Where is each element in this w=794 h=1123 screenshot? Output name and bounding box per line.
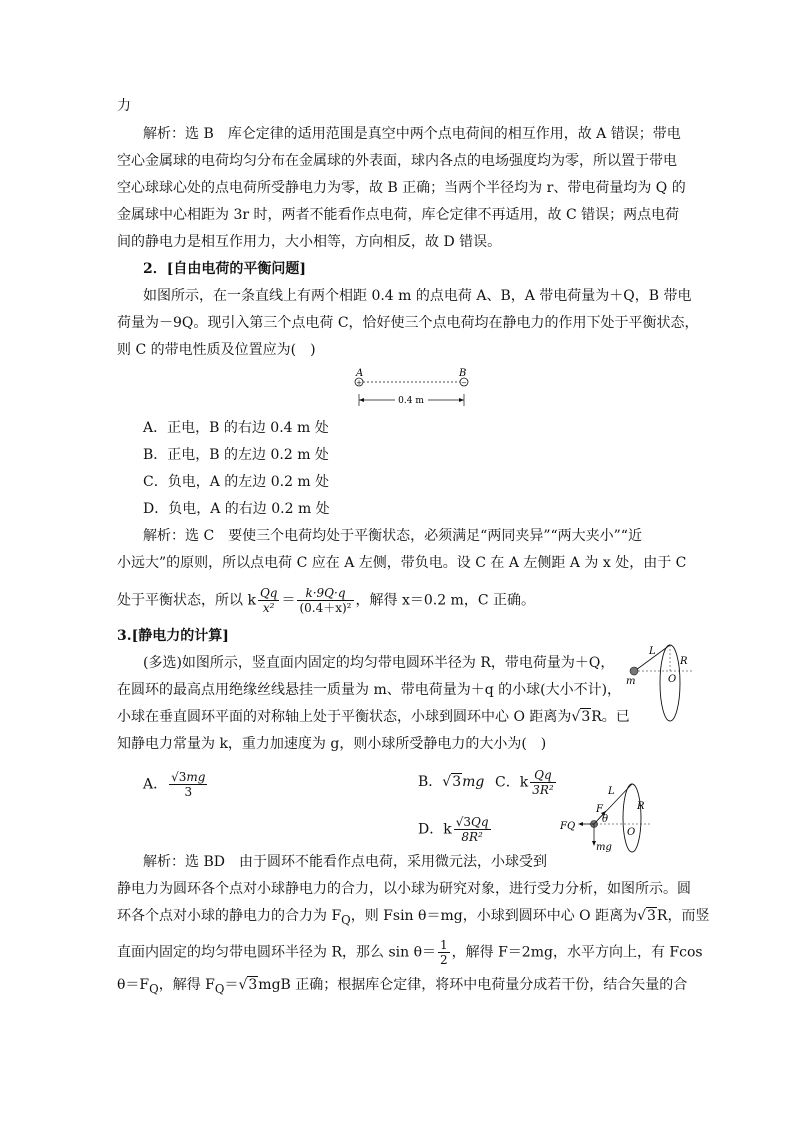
option-c: C．负电，A 的左边 0.2 m 处	[143, 474, 330, 490]
analysis2-line1: 解析：选 C 要使三个电荷均处于平衡状态，必须满足“两同夹异”“两大夹小”“近	[143, 528, 642, 544]
fraction-denominator: 3	[184, 785, 193, 799]
line5-end: mgB 正确；根据库仑定律，将环中电荷量分成若干份，结合矢量的合	[258, 977, 688, 993]
fraction-coulomb	[297, 586, 353, 615]
radicand: 3	[178, 770, 187, 784]
distance-label: 0.4 m	[398, 396, 424, 406]
radicand: 3	[248, 977, 258, 993]
label-o: O	[668, 674, 677, 685]
question3-title: 3.[静电力的计算]	[117, 628, 229, 644]
line5-start: θ＝F	[117, 977, 150, 993]
charges-diagram	[345, 368, 475, 408]
label-r: R	[680, 656, 688, 667]
label-m: m	[626, 676, 636, 687]
label-l: L	[649, 646, 656, 657]
fraction-qq-over-3r2	[530, 768, 555, 797]
equals-sign: ＝	[281, 592, 296, 609]
fraction-numerator: k·9Q·q	[297, 586, 353, 601]
label-f: F	[596, 804, 603, 815]
question2-stem-line3: 则 C 的带电性质及位置应为( )	[117, 342, 316, 358]
fraction-numerator: 1	[440, 938, 448, 952]
charge-b-sign: −	[461, 379, 467, 387]
line3-middle: ，则 Fsin θ＝mg，小球到圆环中心 O 距离为	[350, 908, 638, 924]
option-label: B．	[418, 774, 443, 790]
analysis2-line3-start: 处于平衡状态，所以 k	[117, 592, 256, 609]
label-l: L	[608, 786, 615, 797]
label-mg: mg	[596, 842, 612, 853]
label-theta: θ	[602, 814, 609, 825]
line4-start: 直面内固定的均匀带电圆环半径为 R，那么 sin θ＝	[117, 944, 436, 961]
analysis2-line3-end: ，解得 x＝0.2 m，C 正确。	[355, 592, 535, 609]
option3-a	[143, 770, 206, 799]
stem-line3-start: 小球在垂直圆环平面的对称轴上处于平衡状态，小球到圆环中心 O 距离为	[117, 709, 572, 725]
fraction-denominator: x²	[262, 601, 275, 615]
question2-stem-line2: 荷量为－9Q。现引入第三个点电荷 C，恰好使三个点电荷均在静电力的作用下处于平衡状态，	[117, 315, 699, 331]
charged-ring	[623, 784, 641, 852]
sqrt-3: √3	[637, 908, 656, 924]
option-a: A．正电，B 的右边 0.4 m 处	[143, 420, 329, 436]
fraction-sqrt3mg-over-3	[169, 770, 207, 799]
analysis1-line4: 金属球中心相距为 3r 时，两者不能看作点电荷，库仑定律不再适用，故 C 错误；两点电荷	[117, 207, 680, 223]
charge-a-sign: +	[356, 379, 362, 387]
question3-stem-line4: 知静电力常量为 k，重力加速度为 g，则小球所受静电力的大小为( )	[117, 736, 547, 752]
analysis1-line2: 空心金属球的电荷均匀分布在金属球的外表面，球内各点的电场强度均为零，所以置于带电	[117, 153, 677, 169]
line5-solve: ，解得 F	[158, 977, 215, 993]
option-b: B．正电，B 的左边 0.2 m 处	[143, 447, 329, 463]
analysis2-line3	[117, 586, 677, 615]
option-d: D．负电，A 的右边 0.2 m 处	[143, 501, 330, 517]
option3-d	[418, 815, 508, 844]
subscript-q: Q	[149, 981, 159, 996]
analysis3-line4	[117, 938, 703, 967]
sqrt-3: √3	[571, 709, 591, 725]
radicand: 3	[581, 709, 591, 725]
charge-b-label: B	[459, 368, 467, 379]
question3-stem-line3	[117, 707, 677, 727]
analysis3-line1: 解析：选 BD 由于圆环不能看作点电荷，采用微元法，小球受到	[143, 854, 547, 870]
fraction-one-half	[438, 938, 450, 967]
option3-b	[418, 772, 488, 792]
line3-end: R，而竖	[656, 908, 710, 924]
label-fq: FQ	[560, 821, 576, 832]
subscript-q: Q	[214, 981, 225, 996]
radicand: 3	[452, 774, 462, 790]
numerator-term: mg	[186, 770, 206, 784]
analysis1-line3: 空心球球心处的点电荷所受静电力为零，故 B 正确；当两个半径均为 r、带电荷量均为 Q 的	[117, 180, 686, 196]
line4-end: ，解得 F＝2mg，水平方向上，有 Fcos	[451, 944, 703, 961]
question2-title: 2．[自由电荷的平衡问题]	[143, 261, 306, 277]
charge-a-label: A	[356, 368, 364, 379]
question2-stem-line1: 如图所示，在一条直线上有两个相距 0.4 m 的点电荷 A、B，A 带电荷量为＋Q，B 带电	[143, 288, 692, 304]
small-ball	[630, 667, 638, 675]
analysis1-line5: 间的静电力是相互作用力，大小相等，方向相反，故 D 错误。	[117, 234, 502, 250]
fraction-numerator: Qq	[530, 768, 555, 783]
analysis3-line3	[117, 906, 710, 930]
fraction-denominator: 8R²	[461, 830, 483, 844]
option-label: A．	[143, 776, 168, 793]
continuation-text: 力	[117, 98, 131, 114]
line3-start: 环各个点对小球的静电力的合力为 F	[117, 908, 342, 924]
line5-equals: ＝	[224, 977, 239, 993]
fraction-denominator: 2	[440, 953, 448, 967]
analysis2-line2: 小远大”的原则，所以点电荷 C 应在 A 左侧，带负电。设 C 在 A 左侧距 A 为 x 处，由于 C	[117, 555, 687, 571]
force-fq-arrowhead	[578, 822, 583, 826]
radicand: 3	[647, 908, 656, 924]
force-diagram	[560, 782, 656, 854]
subscript-q: Q	[341, 912, 351, 927]
fraction-denominator: (0.4＋x)²	[299, 601, 352, 615]
question3-stem-line1: (多选)如图所示，竖直面内固定的均匀带电圆环半径为 R，带电荷量为＋Q，	[143, 655, 615, 671]
option-term: mg	[462, 774, 485, 790]
fraction-denominator: 3R²	[532, 783, 554, 797]
fraction-numerator: √3Qq	[455, 815, 489, 829]
question3-stem-line2: 在圆环的最高点用绝缘丝线悬挂一质量为 m、带电荷量为＋q 的小球(大小不计)，	[117, 682, 622, 698]
dim-arrow-left	[359, 398, 364, 402]
analysis1-line1: 解析：选 B 库仑定律的适用范围是真空中两个点电荷间的相互作用，故 A 错误；带电	[143, 126, 681, 142]
sqrt-3: √3	[238, 977, 258, 993]
fraction-numerator: √3mg	[171, 770, 206, 784]
label-r: R	[637, 801, 645, 812]
option-label: D．k	[418, 821, 452, 838]
dim-arrow-right	[459, 398, 464, 402]
fraction-qq-over-x2	[258, 586, 280, 615]
numerator-term: Qq	[471, 815, 489, 829]
stem-line3-end: R。已	[591, 709, 630, 725]
sqrt-3: √3	[442, 774, 462, 790]
analysis3-line5	[117, 975, 688, 999]
radicand: 3	[463, 815, 472, 829]
fraction-sqrt3qq-over-8r2	[454, 815, 491, 844]
option-label: C．k	[495, 774, 529, 791]
fraction-numerator: Qq	[259, 586, 278, 600]
label-o: O	[627, 827, 636, 838]
ring-diagram	[622, 640, 694, 726]
analysis3-line2: 静电力为圆环各个点对小球静电力的合力，以小球为研究对象，进行受力分析，如图所示。圆	[117, 881, 691, 897]
